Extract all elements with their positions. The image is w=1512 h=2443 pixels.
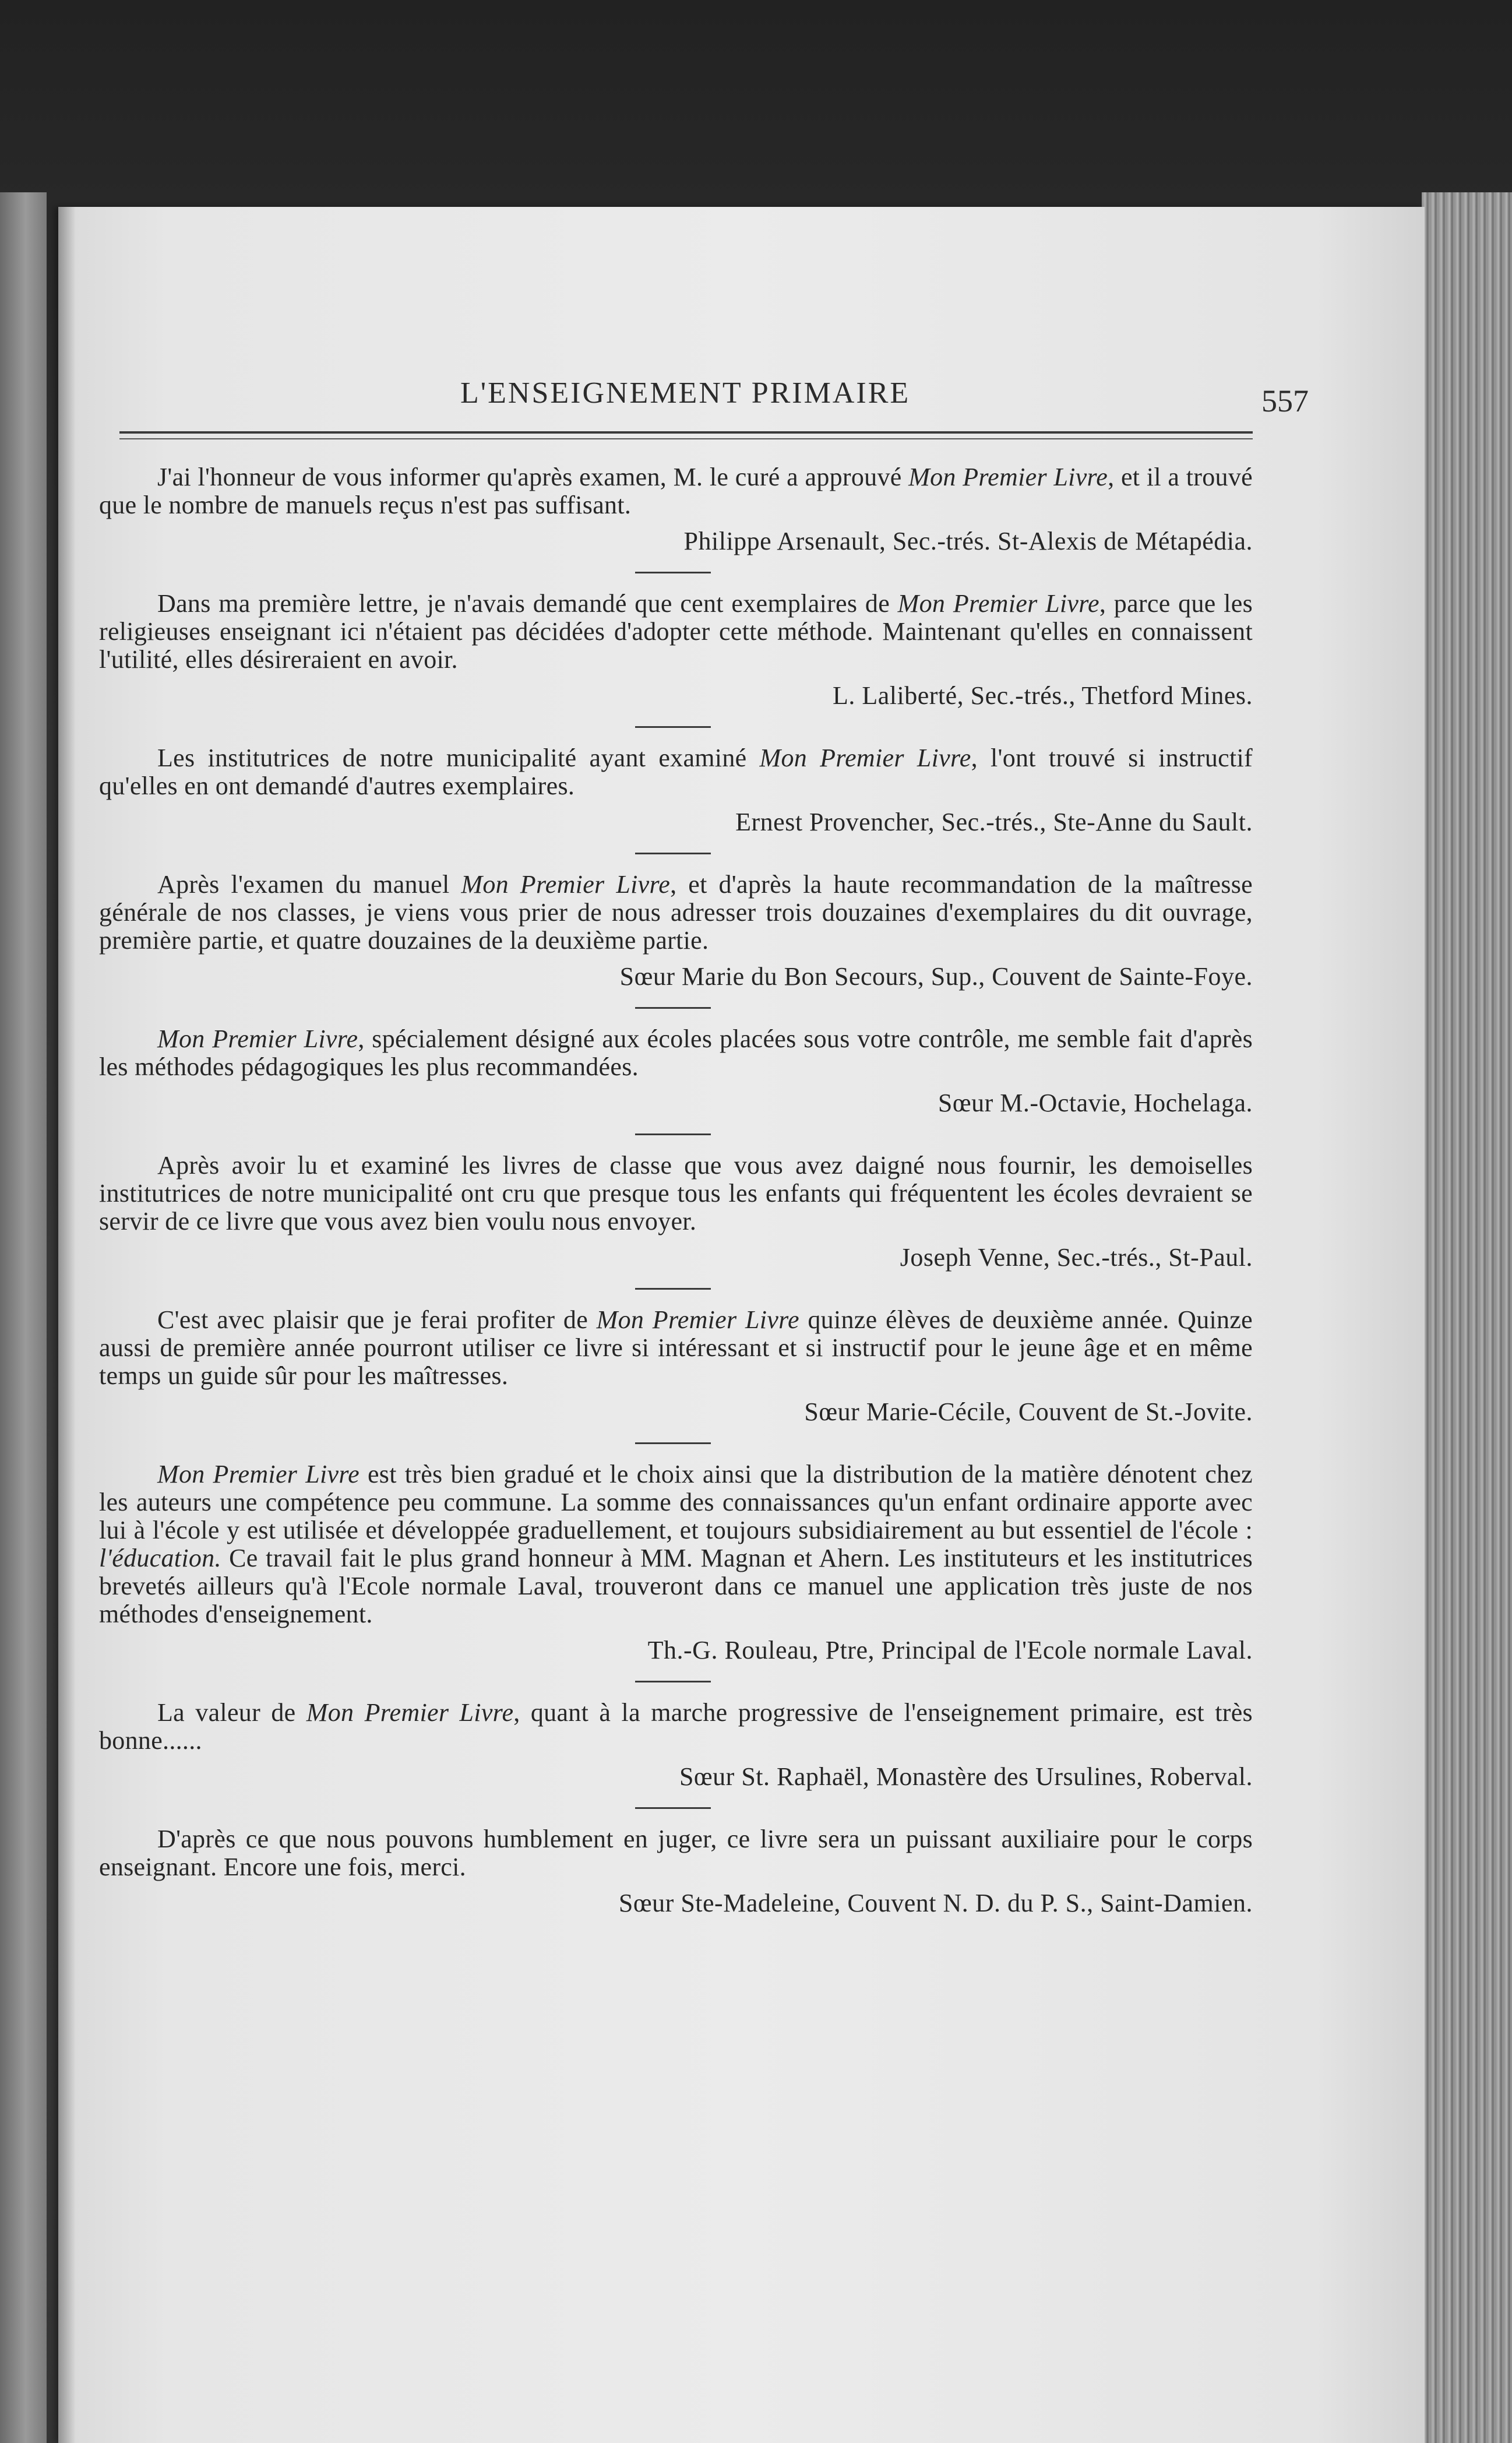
testimonials [99, 463, 1253, 1917]
page-number: 557 [1261, 383, 1309, 418]
gutter-shadow [58, 207, 76, 2443]
testimonial-entry [99, 590, 1253, 710]
testimonial-signature: Sœur M.-Octavie, Hochelaga. [937, 1089, 1253, 1117]
section-divider [635, 1442, 711, 1444]
section-divider [635, 726, 711, 728]
testimonial-signature: Joseph Venne, Sec.-trés., St-Paul. [900, 1243, 1253, 1272]
page-header [117, 376, 1309, 434]
testimonial-text: Les institutrices de notre municipalité ayant examiné Mon Premier Livre, l'ont trouvé si instructif qu'elles en ont demandé d'autres exemplaires. [99, 744, 1253, 800]
testimonial-text: Après l'examen du manuel Mon Premier Livre, et d'après la haute recommandation de la maîtresse générale de nos classes, je viens vous prier de nous adresser trois douzaines d'exemplaires du dit ouvrage, première partie, et quatre douzaines de la deuxième partie. [99, 870, 1253, 955]
testimonial-text: Après avoir lu et examiné les livres de classe que vous avez daigné nous fournir, les demoiselles institutrices de notre municipalité ont cru que presque tous les enfants qui fréquentent les écoles devraient se servir de ce livre que vous avez bien voulu nous envoyer. [99, 1151, 1253, 1235]
testimonial-text: Mon Premier Livre, spécialement désigné aux écoles placées sous votre contrôle, me semble fait d'après les méthodes pédagogiques les plus recommandées. [99, 1025, 1253, 1081]
testimonial-text: Mon Premier Livre est très bien gradué et le choix ainsi que la distribution de la matière dénotent chez les auteurs une compétence peu commune. La somme des connaissances qu'un enfant ordinaire apporte avec lui à l'école y est utilisée et développée graduellement, et toujours subsidiairement au but essentiel de l'école : l'éducation. Ce travail fait le plus grand honneur à MM. Magnan et Ahern. Les instituteurs et les institutrices brevetés ailleurs qu'à l'Ecole normale Laval, trouveront dans ce manuel une application très juste de nos méthodes d'enseignement. [99, 1460, 1253, 1628]
testimonial-entry [99, 1025, 1253, 1117]
testimonial-signature: Ernest Provencher, Sec.-trés., Ste-Anne du Sault. [735, 808, 1253, 836]
testimonial-signature: Sœur Ste-Madeleine, Couvent N. D. du P. S., Saint-Damien. [618, 1889, 1253, 1917]
testimonial-entry [99, 1152, 1253, 1272]
running-title: L'ENSEIGNEMENT PRIMAIRE [460, 376, 911, 410]
testimonial-signature: Sœur Marie-Cécile, Couvent de St.-Jovite. [804, 1397, 1253, 1426]
section-divider [635, 1681, 711, 1682]
testimonial-entry [99, 1825, 1253, 1917]
testimonial-signature: Sœur Marie du Bon Secours, Sup., Couvent de Sainte-Foye. [619, 962, 1253, 991]
testimonial-signature: L. Laliberté, Sec.-trés., Thetford Mines. [832, 681, 1253, 710]
testimonial-signature: Sœur St. Raphaël, Monastère des Ursulines, Roberval. [679, 1762, 1253, 1791]
testimonial-entry [99, 463, 1253, 555]
testimonial-entry [99, 1460, 1253, 1664]
testimonial-entry [99, 1699, 1253, 1791]
section-divider [635, 1288, 711, 1290]
testimonial-text: La valeur de Mon Premier Livre, quant à la marche progressive de l'enseignement primaire, est très bonne...... [99, 1698, 1253, 1755]
testimonial-text: J'ai l'honneur de vous informer qu'après examen, M. le curé a approuvé Mon Premier Livre, et il a trouvé que le nombre de manuels reçus n'est pas suffisant. [99, 463, 1253, 519]
testimonial-entry [99, 744, 1253, 836]
section-divider [635, 1007, 711, 1009]
page-stack-edges [1422, 192, 1512, 2443]
section-divider [635, 572, 711, 573]
testimonial-text: D'après ce que nous pouvons humblement en juger, ce livre sera un puissant auxiliaire pour le corps enseignant. Encore une fois, merci. [99, 1825, 1253, 1881]
testimonial-entry [99, 1306, 1253, 1426]
previous-page-edge [0, 192, 47, 2443]
testimonial-text: C'est avec plaisir que je ferai profiter de Mon Premier Livre quinze élèves de deuxième année. Quinze aussi de première année pourront utiliser ce livre si intéressant et si instructif pour le jeune âge et en même temps un guide sûr pour les maîtresses. [99, 1305, 1253, 1390]
section-divider [635, 853, 711, 854]
section-divider [635, 1807, 711, 1809]
testimonial-text: Dans ma première lettre, je n'avais demandé que cent exemplaires de Mon Premier Livre, parce que les religieuses enseignant ici n'étaient pas décidées d'adopter cette méthode. Maintenant qu'elles en connaissent l'utilité, elles désireraient en avoir. [99, 589, 1253, 674]
testimonial-entry [99, 871, 1253, 991]
section-divider [635, 1134, 711, 1135]
testimonial-signature: Th.-G. Rouleau, Ptre, Principal de l'Ecole normale Laval. [647, 1636, 1253, 1664]
header-rule-thick [119, 431, 1253, 434]
testimonial-signature: Philippe Arsenault, Sec.-trés. St-Alexis de Métapédia. [683, 527, 1253, 555]
header-rule-thin [119, 438, 1253, 439]
